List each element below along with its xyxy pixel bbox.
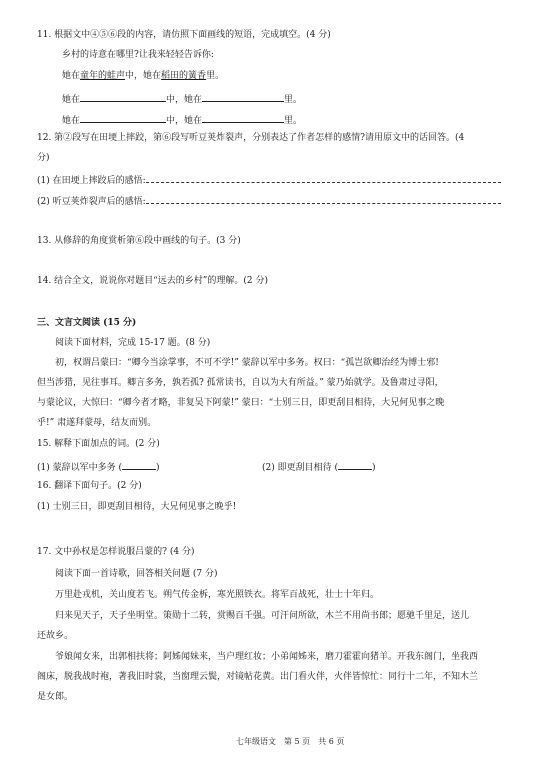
q11-fill-line-1 xyxy=(62,92,302,106)
q17-prompt: 17. 文中孙权是怎样说服吕蒙的? (4 分) xyxy=(37,547,195,557)
poem-intro: 阅读下面一首诗歌，回答相关问题 (7 分) xyxy=(55,569,218,579)
q12-sub2-label: (2) 听豆荚炸裂声后的感悟: xyxy=(37,197,146,207)
poem-line-1: 万里赴戎机，关山度若飞。朔气传金柝，寒光照铁衣。将军百战死，壮士十年归。 xyxy=(55,590,380,600)
q12-sub2 xyxy=(37,195,501,208)
q11-intro: 乡村的诗意在哪里?让我来轻轻告诉你: xyxy=(62,50,214,60)
poem-line-4: 爷娘闻女来，出郭相扶将；阿姊闻妹来，当户理红妆；小弟闻姊来，磨刀霍霍向猪羊。开我东阁门，坐我西 xyxy=(55,652,479,662)
section3-intro: 阅读下面材料，完成 15-17 题。(8 分) xyxy=(55,338,211,348)
q11-fill2-a: 她在 xyxy=(62,116,81,126)
q14-prompt: 14. 结合全文，说说你对题目“远去的乡村”的理解。(2 分) xyxy=(37,276,268,286)
q12-sub1-label: (1) 在田埂上摔跤后的感悟: xyxy=(37,176,146,186)
q11-blank-1[interactable] xyxy=(80,92,166,102)
poem-line-3: 还故乡。 xyxy=(37,631,74,641)
q11-blank-3[interactable] xyxy=(80,113,166,123)
q11-blank-2[interactable] xyxy=(202,92,284,102)
q11-example-a: 她在 xyxy=(62,71,81,81)
classical-text-p2: 但当涉猎，见往事耳。卿言多务，孰若孤? 孤常读书，自以为大有所益。” 蒙乃始就学。及鲁肃过寻阳， xyxy=(37,378,444,388)
q11-prompt: 11. 根据文中④⑤⑥段的内容，请仿照下面画线的短语，完成填空。(4 分) xyxy=(37,30,331,40)
q15-item2 xyxy=(262,460,376,474)
q15-item1-label: (1) 蒙辞以军中多务 ( xyxy=(37,463,122,473)
q11-fill2-b: 中，她在 xyxy=(166,116,203,126)
q11-fill-c: 里。 xyxy=(284,95,303,105)
q15-item1 xyxy=(37,460,160,474)
poem-line-2: 归来见天子，天子坐明堂。策勋十二转，赏赐百千强。可汗问所欲，木兰不用尚书郎；愿驰千里足，送儿 xyxy=(55,611,470,621)
q15-item2-label: (2) 即更刮目相待 ( xyxy=(262,463,338,473)
classical-text-p3: 与蒙论议，大惊曰：“卿今者才略，非复吴下阿蒙!” 蒙曰：“士别三日，即更刮目相待，大兄何见事之晚 xyxy=(37,398,445,408)
q11-example-underline-1: 童年的蛙声 xyxy=(80,71,126,81)
classical-text-p1: 初，权谓吕蒙曰：“卿今当涂掌事，不可不学!” 蒙辞以军中多务。权曰：“孤岂欲卿治经为博士邪! xyxy=(55,358,439,368)
q12-prompt-line2: 分) xyxy=(37,153,50,163)
q13-prompt: 13. 从修辞的角度赏析第⑥段中画线的句子。(3 分) xyxy=(37,236,241,246)
q11-example-underline-2: 稻田的簧香 xyxy=(161,71,207,81)
q11-blank-4[interactable] xyxy=(202,113,284,123)
q12-answer-line-2[interactable] xyxy=(146,195,501,204)
q12-answer-line-1[interactable] xyxy=(146,174,501,183)
q15-blank-1[interactable] xyxy=(122,460,156,470)
q12-prompt-line1: 12. 第②段写在田埂上摔跤，第⑥段写听豆荚炸裂声，分别表达了作者怎样的感情?请用原文中的话回答。(4 xyxy=(37,133,465,143)
q11-example-b: 中，她在 xyxy=(125,71,162,81)
q11-example xyxy=(62,71,224,82)
classical-text-p4: 乎!” 肃遂拜蒙母，结友而别。 xyxy=(37,418,157,428)
q16-prompt: 16. 翻译下面句子。(2 分) xyxy=(37,481,142,491)
q15-prompt: 15. 解释下面加点的词。(2 分) xyxy=(37,439,160,449)
q11-fill-line-2 xyxy=(62,113,302,127)
q12-sub1 xyxy=(37,174,501,187)
q15-item2-end: ) xyxy=(371,463,376,473)
q15-blank-2[interactable] xyxy=(338,460,372,470)
poem-line-6: 是女郎。 xyxy=(37,692,74,702)
q11-fill-b: 中，她在 xyxy=(166,95,203,105)
q11-fill-a: 她在 xyxy=(62,95,81,105)
section3-heading: 三、文言文阅读 (15 分) xyxy=(37,318,137,328)
q11-example-c: 里。 xyxy=(206,71,225,81)
poem-line-5: 阁床，脱我战时袍，著我旧时裳，当窗理云鬓，对镜帖花黄。出门看火伴，火伴皆惊忙：同行十二年，不知木兰 xyxy=(37,672,479,682)
q16-item1: (1) 士别三日，即更刮目相待，大兄何见事之晚乎! xyxy=(37,502,237,512)
q11-fill2-c: 里。 xyxy=(284,116,303,126)
q15-item1-end: ) xyxy=(155,463,160,473)
page-footer: 七年级语文 第 5 页 共 6 页 xyxy=(236,737,345,746)
